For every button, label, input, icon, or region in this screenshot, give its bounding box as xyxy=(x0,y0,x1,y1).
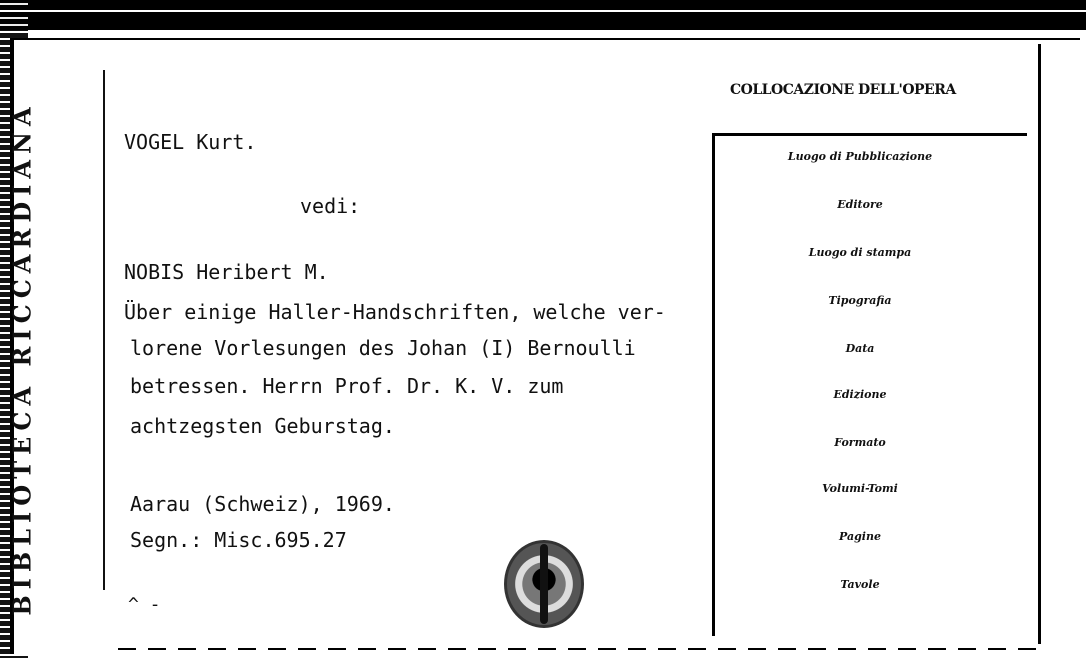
collocation-field: Formato xyxy=(834,436,886,449)
collocation-field: Editore xyxy=(837,198,883,211)
bottom-rule xyxy=(118,648,1038,650)
cross-reference-label: vedi: xyxy=(300,194,361,218)
publication-info: Aarau (Schweiz), 1969. xyxy=(130,492,395,516)
title-line: achtzegsten Geburstag. xyxy=(130,414,395,438)
scan-top-border xyxy=(0,0,1086,30)
title-line: betressen. Herrn Prof. Dr. K. V. zum xyxy=(130,374,564,398)
author-name: VOGEL Kurt. xyxy=(124,130,257,154)
card-right-edge xyxy=(1038,44,1041,644)
collocation-title: COLLOCAZIONE DELL'OPERA xyxy=(730,82,956,98)
marginal-mark: ^ - xyxy=(128,594,161,615)
collocation-field: Tipografia xyxy=(828,294,892,307)
library-seal xyxy=(504,540,584,628)
collocation-field: Pagine xyxy=(839,530,881,543)
collocation-field: Luogo di stampa xyxy=(808,246,912,259)
collocation-field: Edizione xyxy=(833,388,887,401)
collocation-field: Data xyxy=(845,342,875,355)
title-line: lorene Vorlesungen des Johan (I) Bernoulli xyxy=(130,336,636,360)
referenced-author: NOBIS Heribert M. xyxy=(124,260,329,284)
collocation-field: Volumi-Tomi xyxy=(822,482,898,495)
left-margin-rule xyxy=(103,70,105,590)
library-name: BIBLIOTECA RICCARDIANA xyxy=(7,101,37,616)
title-line: Über einige Haller-Handschriften, welche ver- xyxy=(124,300,666,324)
shelfmark: Segn.: Misc.695.27 xyxy=(130,528,347,552)
collocation-field: Tavole xyxy=(840,578,880,591)
collocation-field: Luogo di Pubblicazione xyxy=(787,150,933,163)
